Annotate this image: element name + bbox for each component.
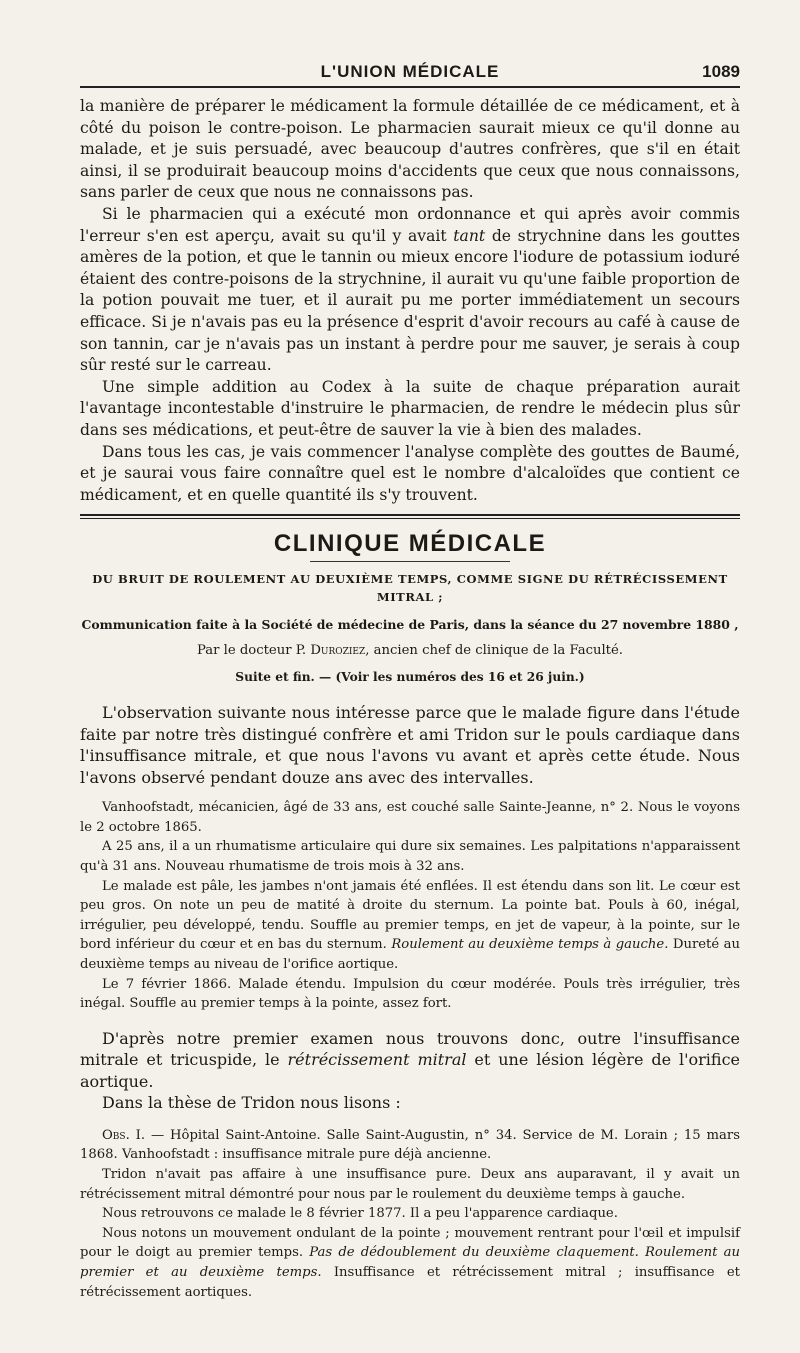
- italic-text: tant: [453, 226, 486, 245]
- text-run: de strychnine dans les gouttes amères de la potion, et que le tannin ou mieux encore l'iodure de potassium ioduré étaient des contre-poisons de la strychnine, il aurait vu qu'une faible proportion de la potion pouvait me tuer, et il aurait pu me porter immédiatement un secours efficace. Si je n'avais pas eu la présence d'esprit d'avoir recours au café à cause de son tannin, car je n'avais pas un instant à perdre pour me sauver, je serais à coup sûr resté sur le carreau.: [80, 226, 740, 375]
- italic-text: rétrécissement mitral: [287, 1050, 467, 1070]
- paragraph: [80, 1028, 740, 1093]
- author-prefix: Par le docteur P.: [197, 643, 311, 659]
- paragraph: Tridon n'avait pas affaire à une insuffisance pure. Deux ans auparavant, il y avait un rétrécissement mitral démontré pour nous par le roulement du deuxième temps à gauche.: [80, 1167, 740, 1202]
- case-notes: [80, 798, 740, 1014]
- text-run: D'après notre premier examen nous trouvons donc, outre l'insuffisance mitrale et tricuspide, le: [80, 1028, 740, 1070]
- text-run: Insuffisance et rétrécissement mitral ; insuffisance et rétrécissement aortiques.: [80, 1264, 740, 1300]
- text-run: Dureté au deuxième temps au niveau de l'orifice aortique.: [80, 937, 740, 973]
- page: [80, 62, 740, 1302]
- paragraph: Dans tous les cas, je vais commencer l'analyse complète des gouttes de Baumé, et je saurai vous faire connaître quel est le nombre d'alcaloïdes que contient ce médicament, et en quelle quantité ils s'y trouvent.: [80, 442, 740, 504]
- paragraph: [80, 204, 740, 377]
- text-run: Si le pharmacien qui a exécuté mon ordonnance et qui après avoir commis l'erreur s'en est aperçu, avait su qu'il y avait: [80, 204, 740, 245]
- title-underline: [310, 561, 510, 562]
- running-header: [80, 62, 740, 88]
- paragraph: [80, 877, 740, 975]
- page-number: 1089: [702, 62, 740, 81]
- author-name: Duroziez: [310, 643, 366, 659]
- paragraph: la manière de préparer le médicament la formule détaillée de ce médicament, et à côté du poison le contre-poison. Le pharmacien saurait mieux ce qu'il donne au malade, et je suis persuadé, avec beaucoup d'autres confrères, que s'il en était ainsi, il se produirait beaucoup moins d'accidents que ceux que nous connaissons, sans parler de ceux que nous ne connaissons pas.: [80, 97, 740, 202]
- paragraph: Dans la thèse de Tridon nous lisons :: [102, 1093, 401, 1113]
- paragraph: Le 7 février 1866. Malade étendu. Impulsion du cœur modérée. Pouls très irrégulier, très inégal. Souffle au premier temps à la pointe, assez fort.: [80, 976, 740, 1012]
- section-title: CLINIQUE MÉDICALE: [273, 530, 547, 558]
- section-divider: [80, 514, 740, 519]
- paragraph: L'observation suivante nous intéresse parce que le malade figure dans l'étude faite par notre très distingué confrère et ami Tridon sur le pouls cardiaque dans l'insuffisance mitrale, et que nous l'avons vu avant et après cette étude. Nous l'avons observé pendant douze ans avec des intervalles.: [80, 703, 740, 787]
- text-run: Le malade est pâle, les jambes n'ont jamais été enflées. Il est étendu dans son lit. Le cœur est peu gros. On note un peu de matité à droite du sternum. La pointe bat. Pouls à 60, inégal, irrégulier, peu développé, tendu. Souffle au premier temps, en jet de vapeur, à la pointe, sur le bord inférieur du cœur et en bas du sternum.: [80, 878, 740, 953]
- paragraph: [80, 1224, 740, 1302]
- author-suffix: , ancien chef de clinique de la Faculté.: [365, 643, 623, 659]
- journal-title: L'UNION MÉDICALE: [320, 62, 500, 81]
- text-run: Nous notons un mouvement ondulant de la pointe ; mouvement rentrant pour l'œil et impulsif pour le doigt au premier temps.: [80, 1225, 740, 1261]
- continuation-note: Suite et fin. — (Voir les numéros des 16 et 26 juin.): [235, 670, 585, 685]
- italic-text: Pas de dédoublement du deuxième claquement. Roulement au premier et au deuxième temps.: [80, 1245, 740, 1280]
- paragraph: A 25 ans, il a un rhumatisme articulaire qui dure six semaines. Les palpitations n'apparaissent qu'à 31 ans. Nouveau rhumatisme de trois mois à 32 ans.: [80, 839, 740, 875]
- communication-note: Communication faite à la Société de médecine de Paris, dans la séance du 27 novembre 1880 ,: [81, 617, 739, 633]
- author-line: [80, 642, 740, 660]
- paragraph: Vanhoofstadt, mécanicien, âgé de 33 ans, est couché salle Sainte-Jeanne, n° 2. Nous le voyons le 2 octobre 1865.: [80, 800, 740, 835]
- obs-label: Obs. I.: [102, 1127, 146, 1143]
- observation-intro: [80, 702, 740, 788]
- observation-one: [80, 1126, 740, 1302]
- text-run: — Hôpital Saint-Antoine. Salle Saint-Augustin, n° 34. Service de M. Lorain ; 15 mars 1868. Vanhoofstadt : insuffisance mitrale pure déjà ancienne.: [80, 1127, 740, 1163]
- paragraph: Une simple addition au Codex à la suite de chaque préparation aurait l'avantage incontestable d'instruire le pharmacien, de rendre le médecin plus sûr dans ses médications, et peut-être de sauver la vie à bien des malades.: [80, 377, 740, 439]
- italic-text: Roulement au deuxième temps à gauche.: [391, 937, 669, 953]
- text-run: et une lésion légère de l'orifice aortique.: [80, 1050, 741, 1091]
- conclusion: [80, 1028, 740, 1114]
- article-title: DU BRUIT DE ROULEMENT AU DEUXIÈME TEMPS, COMME SIGNE DU RÉTRÉCISSEMENT MITRAL ;: [92, 572, 728, 605]
- paragraph: [80, 1126, 740, 1165]
- paragraph: Nous retrouvons ce malade le 8 février 1877. Il a peu l'apparence cardiaque.: [102, 1206, 618, 1222]
- letter-continuation: [80, 96, 740, 506]
